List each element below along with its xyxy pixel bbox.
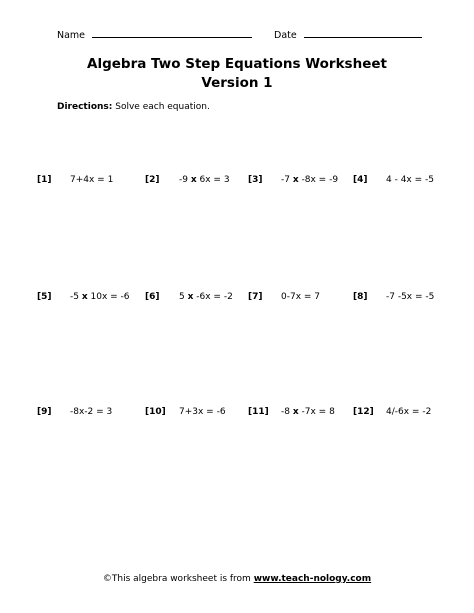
problem-equation: 5 x -6x = -2 [179,292,233,302]
directions [57,102,210,112]
footer [0,574,474,584]
problem-number: [8] [353,292,368,302]
name-blank[interactable] [92,28,252,38]
date-label: Date [274,30,297,41]
date-field [274,28,422,41]
footer-link[interactable]: www.teach-nology.com [253,574,372,584]
problem-equation: 0-7x = 7 [281,292,321,302]
problem-equation: 4/-6x = -2 [386,407,432,417]
problem-number: [9] [37,407,52,417]
problem-equation: 7+3x = -6 [179,407,226,417]
problem-equation: -8x-2 = 3 [70,407,113,417]
date-blank[interactable] [304,28,422,38]
problem-number: [7] [248,292,263,302]
page-title: Algebra Two Step Equations Worksheet [87,56,387,72]
problem-number: [2] [145,175,160,185]
problem-equation: -5 x 10x = -6 [70,292,130,302]
problem-number: [4] [353,175,368,185]
footer-text: ©This algebra worksheet is from [102,574,254,584]
problem-equation: 4 - 4x = -5 [386,175,434,185]
directions-text: Solve each equation. [115,102,210,112]
problem-number: [11] [248,407,269,417]
problem-equation: -9 x 6x = 3 [179,175,230,185]
name-label: Name [57,30,86,41]
problem-equation: -7 -5x = -5 [386,292,435,302]
problem-equation: -8 x -7x = 8 [281,407,335,417]
problem-number: [12] [353,407,374,417]
problem-number: [10] [145,407,166,417]
directions-label: Directions: [57,102,113,112]
problem-number: [1] [37,175,52,185]
problem-number: [6] [145,292,160,302]
problem-number: [3] [248,175,263,185]
page-subtitle: Version 1 [201,75,273,91]
problem-equation: -7 x -8x = -9 [281,175,339,185]
problem-equation: 7+4x = 1 [70,175,114,185]
name-field [57,28,252,41]
problem-number: [5] [37,292,52,302]
